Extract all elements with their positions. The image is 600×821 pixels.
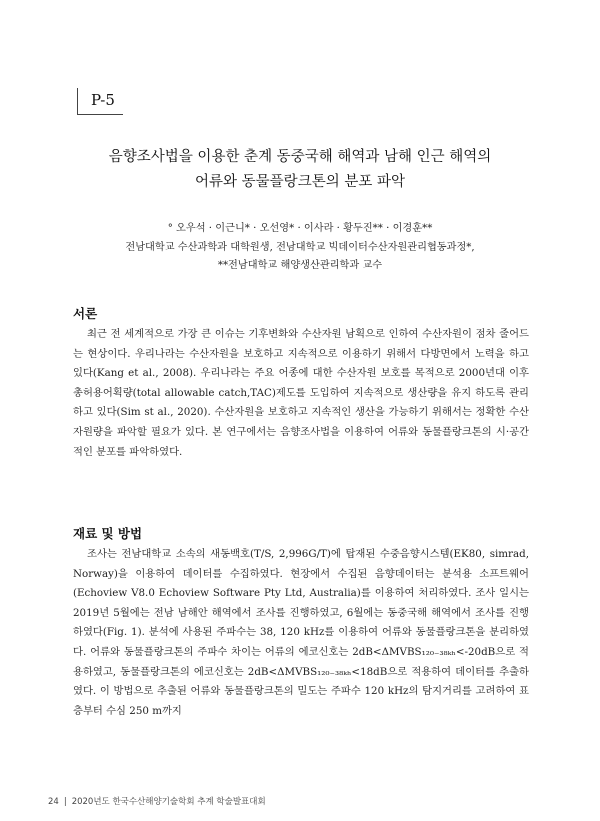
intro-body: [73, 325, 529, 462]
author-names: ° 오우석 · 이근니* · 오선영* · 이사라 · 황두진** · 이경훈**: [167, 223, 433, 234]
footer-separator: |: [63, 797, 67, 807]
intro-paragraph: 최근 전 세계적으로 가장 큰 이슈는 기후변화와 수산자원 남획으로 인하여 수산자원이 점차 줄어드는 현상이다. 우리나라는 수산자원을 보호하고 지속적으로 이용하기 위해서 다방면에서 노력을 하고 있다(Kang et al., 2008). 우리나라는 주요 어종에 대한 수산자원 보호를 목적으로 2000년대 이후 총허용어획량(total allowable catch,TAC)제도를 도입하여 지속적으로 생산량을 유지 하도록 관리하고 있다(Sim st al., 2020). 수산자원을 보호하고 지속적인 생산을 가능하기 위해서는 정확한 수산자원량을 파악할 필요가 있다. 본 연구에서는 음향조사법을 이용하여 어류와 동물플랑크톤의 시·공간적인 분포를 파악하였다.: [73, 328, 529, 458]
paper-id-tag: P-5: [77, 88, 123, 115]
page-number: 24: [48, 797, 59, 807]
methods-paragraph: 조사는 전남대학교 소속의 새동백호(T/S, 2,996G/T)에 탑재된 수중음향시스템(EK80, simrad, Norway)을 이용하여 데이터를 수집하였다. 현장에서 수집된 음향데이터는 분석용 소프트웨어(Echoview V8.0 Echoview Software Pty Ltd, Australia)를 이용하여 처리하였다. 조사 일시는 2019년 5월에는 전남 남해안 해역에서 조사를 진행하였고, 6월에는 동중국해 해역에서 조사를 진행하였다(Fig. 1). 분석에 사용된 주파수는 38, 120 kHz를 이용하여 어류와 동물플랑크톤을 분리하였다. 어류와 동물플랑크톤의 주파수 차이는 어류의 에코신호는 2dB<ΔMVBS₁₂₀₋₃₈ₖₕ<-20dB으로 적용하였고, 동물플랑크톤의 에코신호는 2dB<ΔMVBS₁₂₀₋₃₈ₖₕ<18dB으로 적용하여 데이터를 추출하였다. 이 방법으로 추출된 어류와 동물플랑크톤의 밀도는 주파수 120 kHz의 탐지거리를 고려하여 표층부터 수심 250 m까지: [73, 548, 529, 717]
methods-heading: 재료 및 방법: [73, 526, 143, 541]
methods-body: [73, 545, 529, 721]
paper-title: [40, 145, 560, 195]
title-line-2: 어류와 동물플랑크톤의 분포 파악: [195, 174, 405, 190]
page-footer: [48, 795, 266, 807]
conference-name: 2020년도 한국수산해양기술학회 추계 학술발표대회: [71, 797, 266, 807]
author-block: [40, 220, 560, 276]
author-affiliation-1: 전남대학교 수산과학과 대학원생, 전남대학교 빅데이터수산자원관리협동과정*,: [125, 241, 475, 253]
title-line-1: 음향조사법을 이용한 춘계 동중국해 해역과 남해 인근 해역의: [108, 149, 492, 165]
intro-heading: 서론: [73, 306, 98, 321]
author-affiliation-2: **전남대학교 해양생산관리학과 교수: [217, 260, 383, 271]
